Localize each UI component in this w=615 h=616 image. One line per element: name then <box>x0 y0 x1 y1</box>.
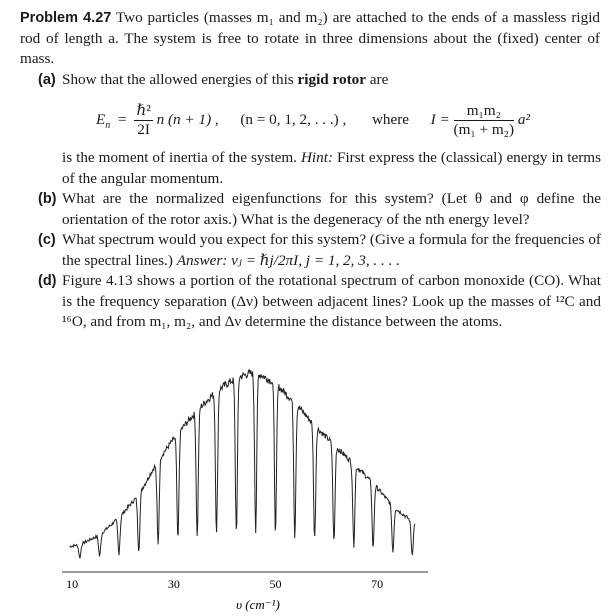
part-a-text-pre: Show that the allowed energies of this <box>62 71 294 88</box>
eq-fraction-num: ℏ² <box>136 102 151 119</box>
x-tick-label: 70 <box>371 577 384 591</box>
hint-label: Hint: <box>300 149 334 166</box>
part-a-bold-term: rigid rotor <box>297 71 366 88</box>
part-d-label: (d) <box>38 273 57 289</box>
part-a-label: (a) <box>38 72 56 88</box>
eq-equals: = <box>118 110 127 128</box>
eq-rhs: n (n + 1) , <box>156 110 219 128</box>
part-c-label: (c) <box>38 232 56 248</box>
eq-I-num: m₁m₂ <box>454 102 515 121</box>
spectrum-trace <box>70 370 415 558</box>
eq-lhs-sub: n <box>105 120 111 132</box>
eq-range: (n = 0, 1, 2, . . .) , <box>240 110 347 128</box>
hint-text: First express the (classical) energy in terms of the angular momentum. <box>62 149 602 187</box>
problem-label: Problem 4.27 <box>20 10 112 26</box>
eq-where: where <box>371 110 410 128</box>
eq-lhs: E <box>96 110 106 128</box>
eq-I: I = <box>430 110 450 128</box>
part-b-text: What are the normalized eigenfunctions for this system? (Let θ and φ define the orientation of the rotor axis.) What is the degeneracy of the nth energy level? <box>62 190 601 228</box>
part-a-text-post: are <box>369 71 389 88</box>
part-a-after-text: is the moment of inertia of the system. <box>62 149 297 166</box>
eq-I-tail: a² <box>517 110 530 128</box>
eq-I-den: (m₁ + m₂) <box>453 121 515 138</box>
x-axis-ticks <box>66 577 383 591</box>
part-c-text: What spectrum would you expect for this system? (Give a formula for the frequencies of the spectral lines.) <box>62 231 601 269</box>
answer-formula: νⱼ = ℏj/2πI, j = 1, 2, 3, . . . . <box>231 251 401 269</box>
x-tick-label: 50 <box>269 577 282 591</box>
eq-fraction-den: 2I <box>137 121 150 138</box>
answer-label: Answer: <box>176 251 228 269</box>
x-tick-label: 30 <box>167 577 180 591</box>
problem-intro-text: Two particles (masses m₁ and m₂) are attached to the ends of a massless rigid rod of length a. The system is free to rotate in three dimensions about the (fixed) center of mass. <box>20 9 601 67</box>
part-d-text: Figure 4.13 shows a portion of the rotational spectrum of carbon monoxide (CO). What is the frequency separation (Δν) between adjacent lines? Look up the masses of ¹²C and ¹⁶O, and from m₁, m₂, and Δν determine the distance between the atoms. <box>62 272 601 330</box>
spectrum-trace-group <box>70 370 415 558</box>
x-axis-label: υ (cm⁻¹) <box>236 597 280 612</box>
x-tick-label: 10 <box>66 577 79 591</box>
part-b-label: (b) <box>38 191 57 207</box>
